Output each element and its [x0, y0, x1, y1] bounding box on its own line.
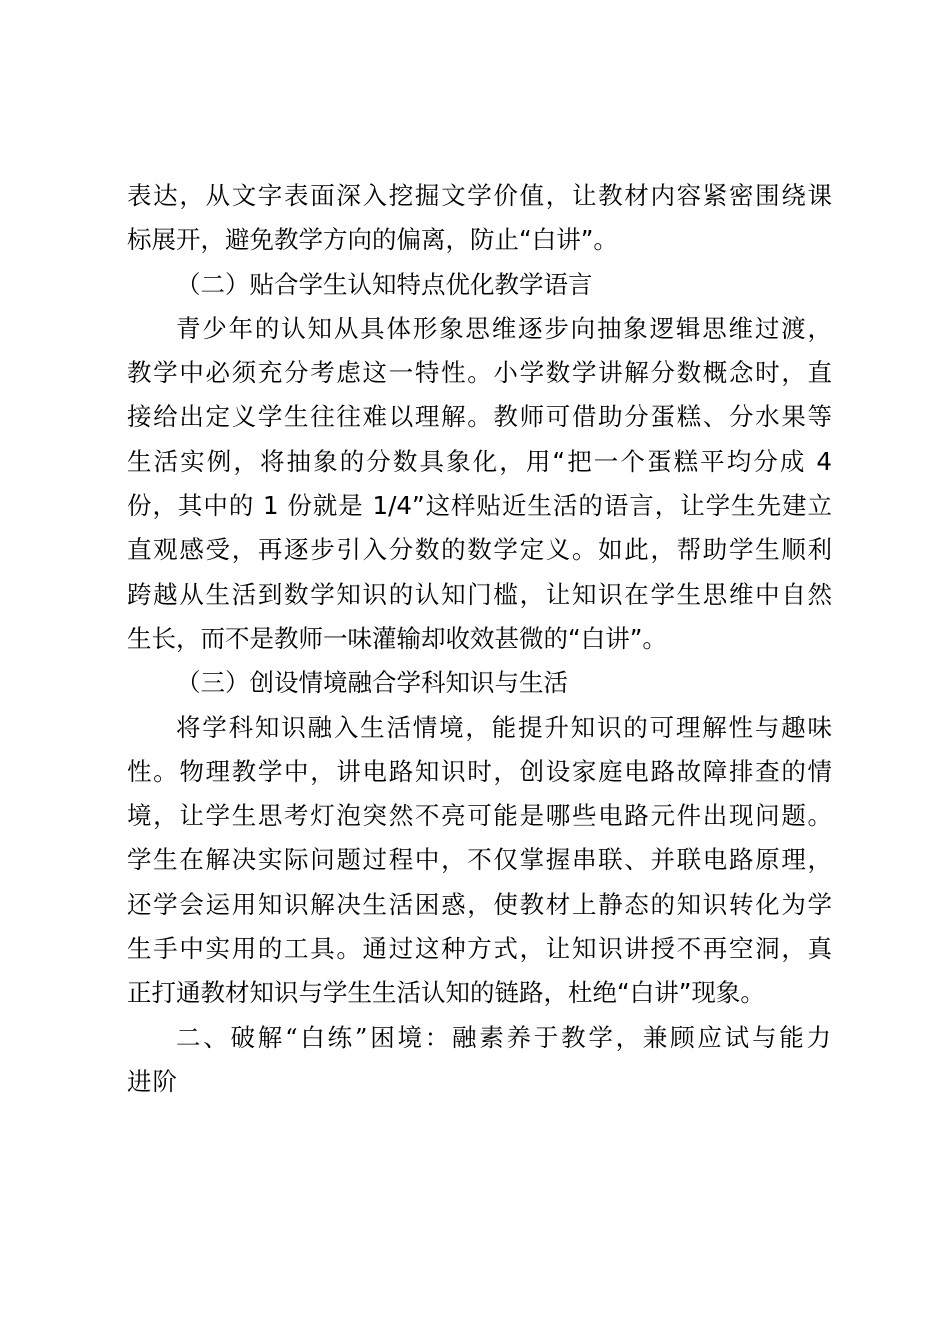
text-line: 青少年的认知从具体形象思维逐步向抽象逻辑思维过渡， [176, 313, 832, 343]
text-line: 标展开，避免教学方向的偏离，防止“白讲”。 [127, 225, 618, 255]
text-line: 直观感受，再逐步引入分数的数学定义。如此，帮助学生顺利 [127, 535, 832, 565]
text-line: 份，其中的 1 份就是 1/4”这样贴近生活的语言，让学生先建立 [127, 491, 832, 521]
text-line: 教学中必须充分考虑这一特性。小学数学讲解分数概念时，直 [127, 358, 832, 388]
section-heading-line: 二、破解“白练”困境：融素养于教学，兼顾应试与能力 [176, 1022, 832, 1052]
text-line: 生手中实用的工具。通过这种方式，让知识讲授不再空洞，真 [127, 934, 832, 964]
subheading-2: （二）贴合学生认知特点优化教学语言 [176, 269, 593, 299]
text-line: 跨越从生活到数学知识的认知门槛，让知识在学生思维中自然 [127, 579, 832, 609]
text-line: 性。物理教学中，讲电路知识时，创设家庭电路故障排查的情 [127, 756, 832, 786]
text-line: 境，让学生思考灯泡突然不亮可能是哪些电路元件出现问题。 [127, 801, 832, 831]
text-line: 生长，而不是教师一味灌输却收效甚微的“白讲”。 [127, 623, 667, 653]
text-line: 学生在解决实际问题过程中，不仅掌握串联、并联电路原理， [127, 845, 832, 875]
paragraph-2 [127, 307, 832, 661]
paragraph-3 [127, 706, 832, 1016]
text-line: 表达，从文字表面深入挖掘文学价值，让教材内容紧密围绕课 [127, 181, 832, 210]
text-line: 接给出定义学生往往难以理解。教师可借助分蛋糕、分水果等 [127, 402, 832, 432]
paragraph-intro [127, 174, 832, 263]
text-line: 正打通教材知识与学生生活认知的链路，杜绝“白讲”现象。 [127, 978, 765, 1008]
text-line: 生活实例，将抽象的分数具象化，用“把一个蛋糕平均分成 4 [127, 446, 832, 476]
document-body [127, 174, 832, 1104]
section-heading-line: 进阶 [127, 1066, 178, 1096]
text-line: 还学会运用知识解决生活困惑，使教材上静态的知识转化为学 [127, 889, 832, 919]
text-line: 将学科知识融入生活情境，能提升知识的可理解性与趣味 [176, 712, 832, 742]
subheading-3: （三）创设情境融合学科知识与生活 [176, 668, 568, 698]
section-heading [127, 1016, 832, 1105]
